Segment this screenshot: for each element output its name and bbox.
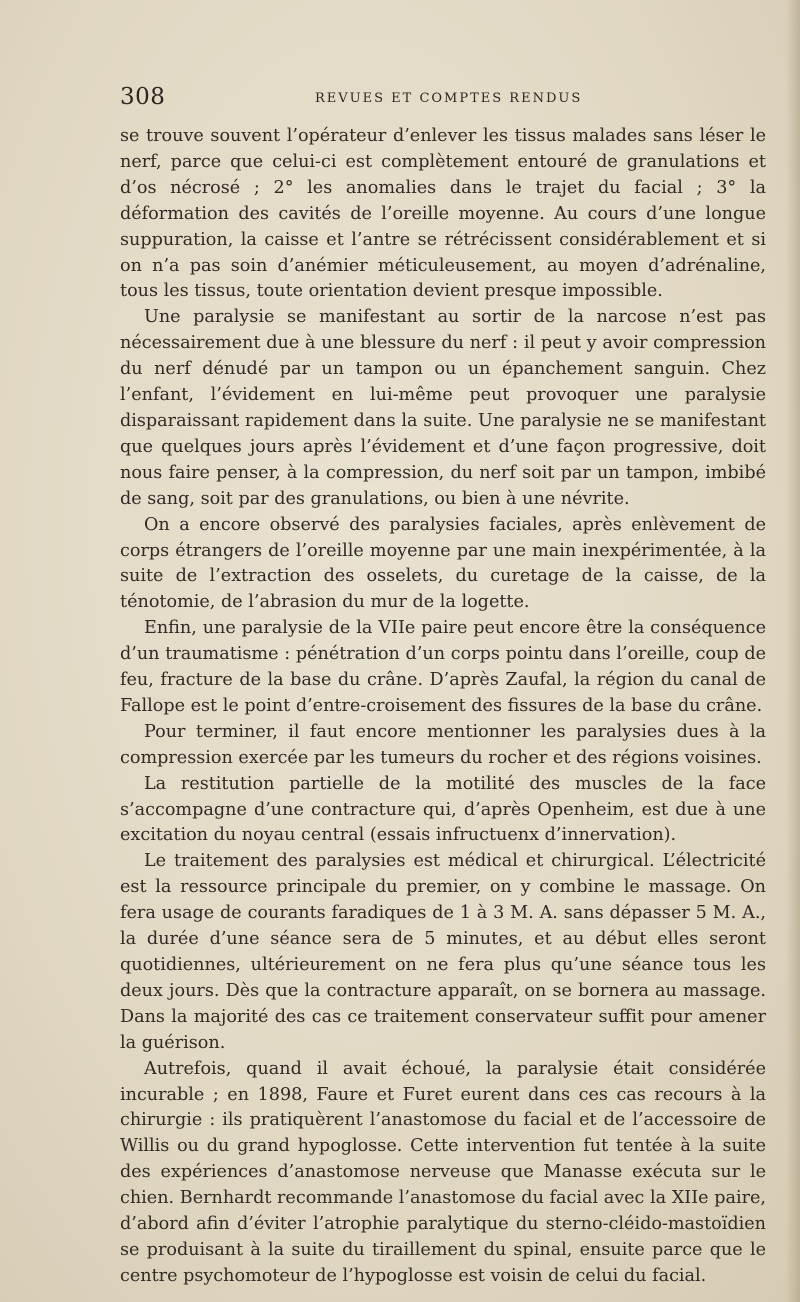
paragraph: On a encore observé des paralysies faciales, après enlèvement de corps étrangers de l’oreille moyenne par une main inexpérimentée, à la suite de l’extraction des osselets, du curetage de la caisse, de la ténotomie, de l’abrasion du mur de la logette.: [120, 514, 766, 613]
paragraph: Autrefois, quand il avait échoué, la paralysie était considérée incurable ; en 1898, Faure et Furet eurent dans ces cas recours à la chirurgie : ils pratiquèrent l’anastomose du facial et de l’accessoire de Willis ou du grand hypoglosse. Cette intervention fut tentée à la suite des expériences d’anastomose nerveuse que Manasse exécuta sur le chien. Bernhardt recommande l’anastomose du facial avec la XIIe paire, d’abord afin d’éviter l’atrophie paralytique du sterno-cléido-mastoïdien se produisant à la suite du tiraillement du spinal, ensuite parce que le centre psychomoteur de l’hypoglosse est voisin de celui du facial.: [120, 1058, 766, 1286]
paragraph: se trouve souvent l’opérateur d’enlever les tissus malades sans léser le nerf, parce que celui-ci est complètement entouré de granulations et d’os nécrosé ; 2° les anomalies dans le trajet du facial ; 3° la déformation des cavités de l’oreille moyenne. Au cours d’une longue suppuration, la caisse et l’antre se rétrécissent considérablement et si on n’a pas soin d’anémier méticuleusement, au moyen d’adrénaline, tous les tissus, toute orientation devient presque impossible.: [120, 126, 766, 302]
page-number: 308: [120, 84, 166, 110]
paragraph: La restitution partielle de la motilité des muscles de la face s’accompagne d’une contracture qui, d’après Openheim, est due à une excitation du noyau central (essais infructuenx d’innervation).: [120, 773, 766, 846]
running-header: [112, 82, 762, 118]
paragraph: Enfin, une paralysie de la VIIe paire peut encore être la conséquence d’un traumatisme : pénétration d’un corps pointu dans l’oreille, coup de feu, fracture de la base du crâne. D’après Zaufal, la région du canal de Fallope est le point d’entre-croisement des fissures de la base du crâne.: [120, 618, 766, 716]
paragraph: Une paralysie se manifestant au sortir de la narcose n’est pas nécessairement due à une blessure du nerf : il peut y avoir compression du nerf dénudé par un tampon ou un épanchement sanguin. Chez l’enfant, l’évidement en lui-même peut provoquer une paralysie disparaissant rapidement dans la suite. Une paralysie ne se manifestant que quelques jours après l’évidement et d’une façon progressive, doit nous faire penser, à la compression, du nerf soit par un tampon, imbibé de sang, soit par des granulations, ou bien à une névrite.: [120, 307, 766, 509]
body-text: [120, 124, 766, 1290]
page-edge-shadow: [786, 0, 800, 1302]
running-title: REVUES ET COMPTES RENDUS: [315, 91, 583, 106]
paragraph: Le traitement des paralysies est médical et chirurgical. L’électricité est la ressource principale du premier, on y combine le massage. On fera usage de courants faradiques de 1 à 3 M. A. sans dépasser 5 M. A., la durée d’une séance sera de 5 minutes, et au début elles seront quotidiennes, ultérieurement on ne fera plus qu’une séance tous les deux jours. Dès que la contracture apparaît, on se bornera au massage. Dans la majorité des cas ce traitement conservateur suffit pour amener la guérison.: [120, 851, 766, 1053]
paragraph: Pour terminer, il faut encore mentionner les paralysies dues à la compression exercée par les tumeurs du rocher et des régions voisines.: [120, 721, 766, 768]
